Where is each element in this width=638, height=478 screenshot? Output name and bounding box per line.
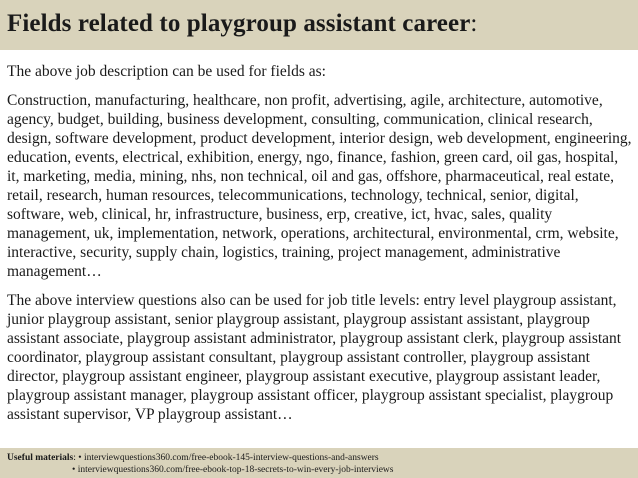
footer-link-1[interactable]: • interviewquestions360.com/free-ebook-145-interview-questions-and-answers [78, 453, 379, 463]
slide-footer [0, 448, 638, 478]
slide-title-colon: : [470, 10, 478, 37]
slide-header [0, 0, 638, 50]
fields-paragraph: Construction, manufacturing, healthcare, non profit, advertising, agile, architecture, automotive, agency, budget, building, business development, consulting, communication, clinical research, design, software development, product development, interior design, web development, engineering, education, events, electrical, exhibition, energy, ngo, finance, fashion, green card, oil gas, hospital, it, marketing, media, mining, nhs, non technical, oil and gas, offshore, pharmaceutical, real estate, retail, research, human resources, telecommunications, technology, technical, senior, digital, software, web, clinical, hr, infrastructure, business, erp, creative, ict, hvac, sales, quality management, uk, implementation, network, operations, architectural, environmental, crm, website, interactive, security, supply chain, logistics, training, project management, administrative management… [7, 92, 632, 280]
footer-link-2[interactable]: • interviewquestions360.com/free-ebook-top-18-secrets-to-win-every-job-interviews [72, 465, 394, 475]
footer-label: Useful materials [7, 453, 74, 463]
job-levels-paragraph: The above interview questions also can be used for job title levels: entry level playgroup assistant, junior playgroup assistant, senior playgroup assistant, playgroup assistant assistant, playgroup assistant associate, playgroup assistant administrator, playgroup assistant clerk, playgroup assistant coordinator, playgroup assistant consultant, playgroup assistant controller, playgroup assistant director, playgroup assistant engineer, playgroup assistant executive, playgroup assistant leader, playgroup assistant manager, playgroup assistant officer, playgroup assistant specialist, playgroup assistant supervisor, VP playgroup assistant… [7, 292, 622, 423]
intro-paragraph: The above job description can be used for fields as: [7, 63, 326, 80]
footer-row-1: Useful materials: • interviewquestions360.com/free-ebook-145-interview-questions-and-answers [7, 453, 379, 463]
slide-title [7, 10, 638, 38]
slide-body [7, 62, 633, 424]
footer-row-2 [7, 464, 638, 476]
slide-title-text: Fields related to playgroup assistant career [7, 10, 471, 37]
